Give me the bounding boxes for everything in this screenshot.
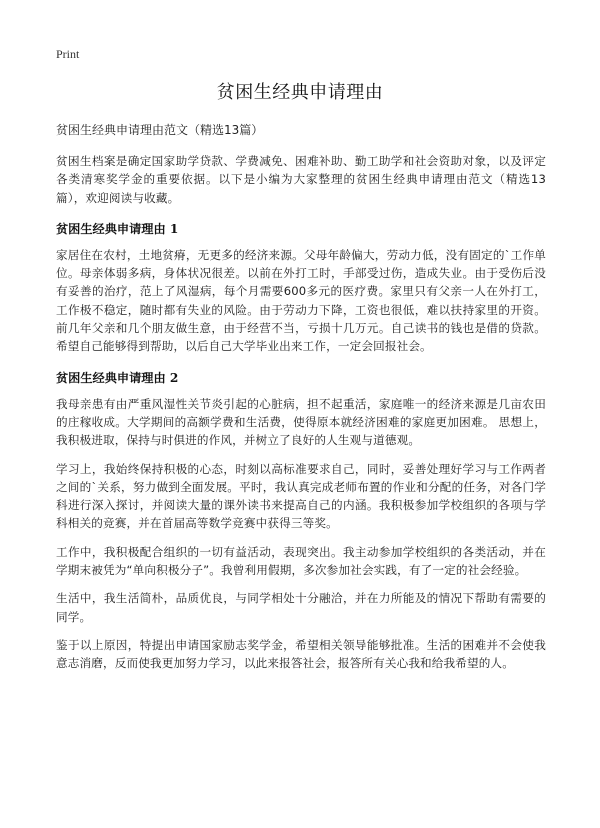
print-link[interactable]: Print (56, 47, 80, 61)
section-heading-1: 贫困生经典申请理由 1 (56, 221, 179, 236)
section-2-paragraph-2: 学习上，我始终保持积极的心态，时刻以高标准要求自己，同时，妥善处理好学习与工作两者之间的`关系，努力做到全面发展。平时，我认真完成老师布置的作业和分配的任务，对各门学科进行深入探讨，并阅读大量的课外读书来提高自己的内涵。我积极参加学校组织的各项与学科相关的竞赛，并在首届高等数学竞赛中获得三等奖。 (56, 461, 546, 531)
intro-paragraph: 贫困生档案是确定国家助学贷款、学费减免、困难补助、勤工助学和社会资助对象，以及评定各类清寒奖学金的重要依据。以下是小编为大家整理的贫困生经典申请理由范文（精选13篇），欢迎阅读与收藏。 (56, 154, 546, 205)
article-body (56, 121, 546, 683)
page-title: 贫困生经典申请理由 (216, 82, 384, 103)
section-heading-2: 贫困生经典申请理由 2 (56, 370, 179, 385)
section-1-paragraph-1: 家居住在农村，土地贫瘠，无更多的经济来源。父母年龄偏大，劳动力低，没有固定的`工作单位。母亲体弱多病，身体状况很差。以前在外打工时，手部受过伤，造成失业。由于受伤后没有妥善的治疗，范上了风湿病，每个月需要600多元的医疗费。家里只有父亲一人在外打工，工作极不稳定，随时都有失业的风险。由于劳动力下降，工资也很低，难以扶持家里的开资。前几年父亲和几个朋友做生意，由于经营不当，亏损十几万元。自己读书的钱也是借的贷款。希望自己能够得到帮助，以后自己大学毕业出来工作，一定会回报社会。 (56, 247, 546, 354)
article-subtitle: 贫困生经典申请理由范文（精选13篇） (56, 123, 264, 137)
section-2-paragraph-1: 我母亲患有由严重风湿性关节炎引起的心脏病，担不起重活，家庭唯一的经济来源是几亩农田的庄稼收成。大学期间的高额学费和生活费，使得原本就经济困难的家庭更加困难。 思想上，我积极进取，保持与时俱进的作风，并树立了良好的人生观与道德观。 (56, 396, 546, 448)
section-2-paragraph-3: 工作中，我积极配合组织的一切有益活动，表现突出。我主动参加学校组织的各类活动，并在学期末被凭为“单向积极分子”。我曾利用假期，多次参加社会实践，有了一定的社会经验。 (56, 544, 546, 578)
section-2-paragraph-5: 鉴于以上原因，特提出申请国家励志奖学金，希望相关领导能够批准。生活的困难并不会使我意志消磨，反而使我更加努力学习，以此来报答社会，报答所有关心我和给我希望的人。 (56, 637, 546, 671)
section-2-paragraph-4: 生活中，我生活简朴，品质优良，与同学相处十分融洽，并在力所能及的情况下帮助有需要的同学。 (56, 591, 546, 624)
